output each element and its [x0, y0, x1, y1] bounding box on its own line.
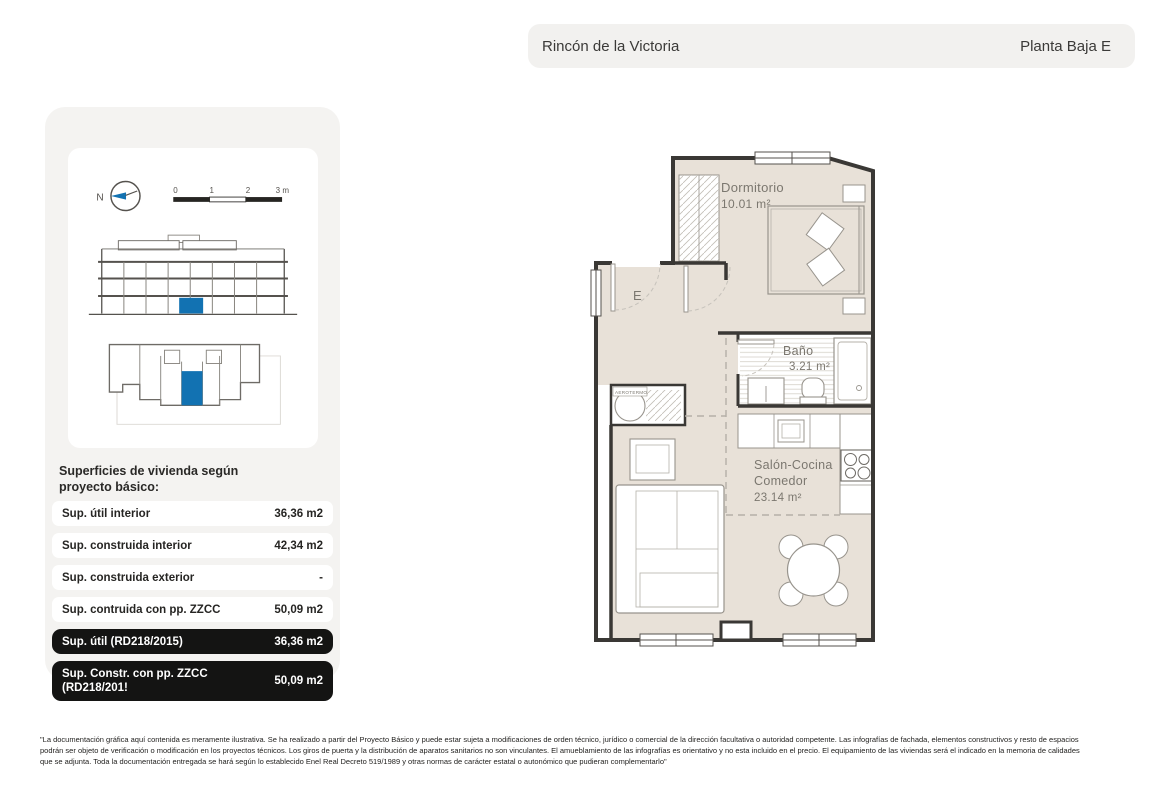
scale-bar — [169, 183, 297, 209]
aerotermo-closet — [611, 385, 685, 425]
floor-plan — [578, 148, 898, 653]
sofa — [616, 485, 724, 613]
highlighted-unit-plan — [182, 371, 203, 405]
row-value: - — [319, 571, 323, 584]
highlighted-unit-elevation — [179, 298, 203, 314]
legal-disclaimer — [40, 735, 1150, 768]
table-row-highlighted — [52, 629, 333, 654]
row-value: 42,34 m2 — [274, 539, 323, 552]
row-value: 36,36 m2 — [274, 635, 323, 648]
row-label: Sup. construida interior — [62, 539, 192, 552]
shower — [834, 338, 871, 404]
table-row — [52, 501, 333, 526]
toilet — [800, 378, 826, 404]
row-value: 36,36 m2 — [274, 507, 323, 520]
table-row — [52, 565, 333, 590]
wardrobe — [679, 175, 719, 261]
disclaimer-line: "La documentación gráfica aquí contenida es meramente ilustrativa. Se ha realizado a partir del Proyecto Básico y puede estar sujeta a modificaciones de orden técnico, jurídico o comercial de la dirección facultativa o autoridad competente. Las infografías de fachada, elementos constructivos y resto de espacios — [40, 735, 1079, 744]
room-area-bano: 3.21 m² — [789, 361, 831, 373]
armchair — [630, 439, 675, 480]
room-name-salon-2: Comedor — [754, 474, 808, 488]
dining-set — [779, 535, 848, 606]
room-name-salon-1: Salón-Cocina — [754, 458, 833, 472]
row-value: 50,09 m2 — [274, 603, 323, 616]
scale-tick-3: 3 m — [275, 185, 290, 195]
building-elevation-diagram — [87, 232, 299, 324]
hall-floor — [596, 263, 673, 385]
compass-scale-row — [89, 174, 297, 218]
nightstand — [843, 298, 865, 314]
bathroom-sink — [748, 378, 784, 404]
disclaimer-line: que se adjunta. Toda la documentación entregada se hará según lo establecido Enel Real Decreto 519/1989 y otras normas de carácter estatal o autonómico que pudieran complementarlo" — [40, 756, 667, 766]
table-row — [52, 533, 333, 558]
floor-label: Planta Baja E — [1020, 37, 1111, 55]
cooktop — [841, 450, 872, 481]
room-name-bano: Baño — [783, 344, 814, 358]
row-label: Sup. contruida con pp. ZZCC — [62, 603, 221, 616]
dining-table — [788, 544, 840, 596]
aerotermo-label: AEROTERMO — [615, 390, 648, 395]
entrance-label: E — [633, 288, 642, 303]
floor-key-diagram — [98, 332, 288, 434]
row-label: Sup. construida exterior — [62, 571, 195, 584]
surfaces-heading: Superficies de vivienda según proyecto básico: — [59, 464, 239, 494]
row-value: 50,09 m2 — [274, 675, 323, 687]
project-title: Rincón de la Victoria — [542, 37, 680, 55]
room-name-dormitorio: Dormitorio — [721, 180, 784, 195]
surfaces-table — [52, 501, 333, 708]
location-panel — [68, 148, 318, 448]
disclaimer-line: podrán ser objeto de verificación o modificación en los proyectos técnicos. Los giros de puerta y la distribución de aparatos sanitarios no son vinculantes. El amueblamiento de las infografías es orientativo y no esta incluido en el precio. El equipamiento de las viviendas será el indicado en la memoria de calidades — [40, 745, 1080, 755]
room-area-dormitorio: 10.01 m² — [721, 197, 771, 211]
scale-tick-2: 2 — [245, 185, 251, 195]
room-area-salon: 23.14 m² — [754, 492, 802, 504]
header-bar — [528, 24, 1135, 68]
row-label: Sup. Constr. con pp. ZZCC (RD218/201! — [62, 667, 208, 694]
compass-north-label: N — [96, 192, 104, 204]
nightstand — [843, 185, 865, 202]
scale-tick-0: 0 — [173, 185, 178, 195]
scale-tick-1: 1 — [209, 185, 214, 195]
compass-icon — [89, 177, 153, 215]
info-card — [45, 107, 340, 694]
table-row — [52, 597, 333, 622]
row-label: Sup. útil interior — [62, 507, 151, 520]
wall-pillar — [721, 622, 751, 640]
row-label: Sup. útil (RD218/2015) — [62, 635, 183, 648]
table-row-highlighted — [52, 661, 333, 701]
